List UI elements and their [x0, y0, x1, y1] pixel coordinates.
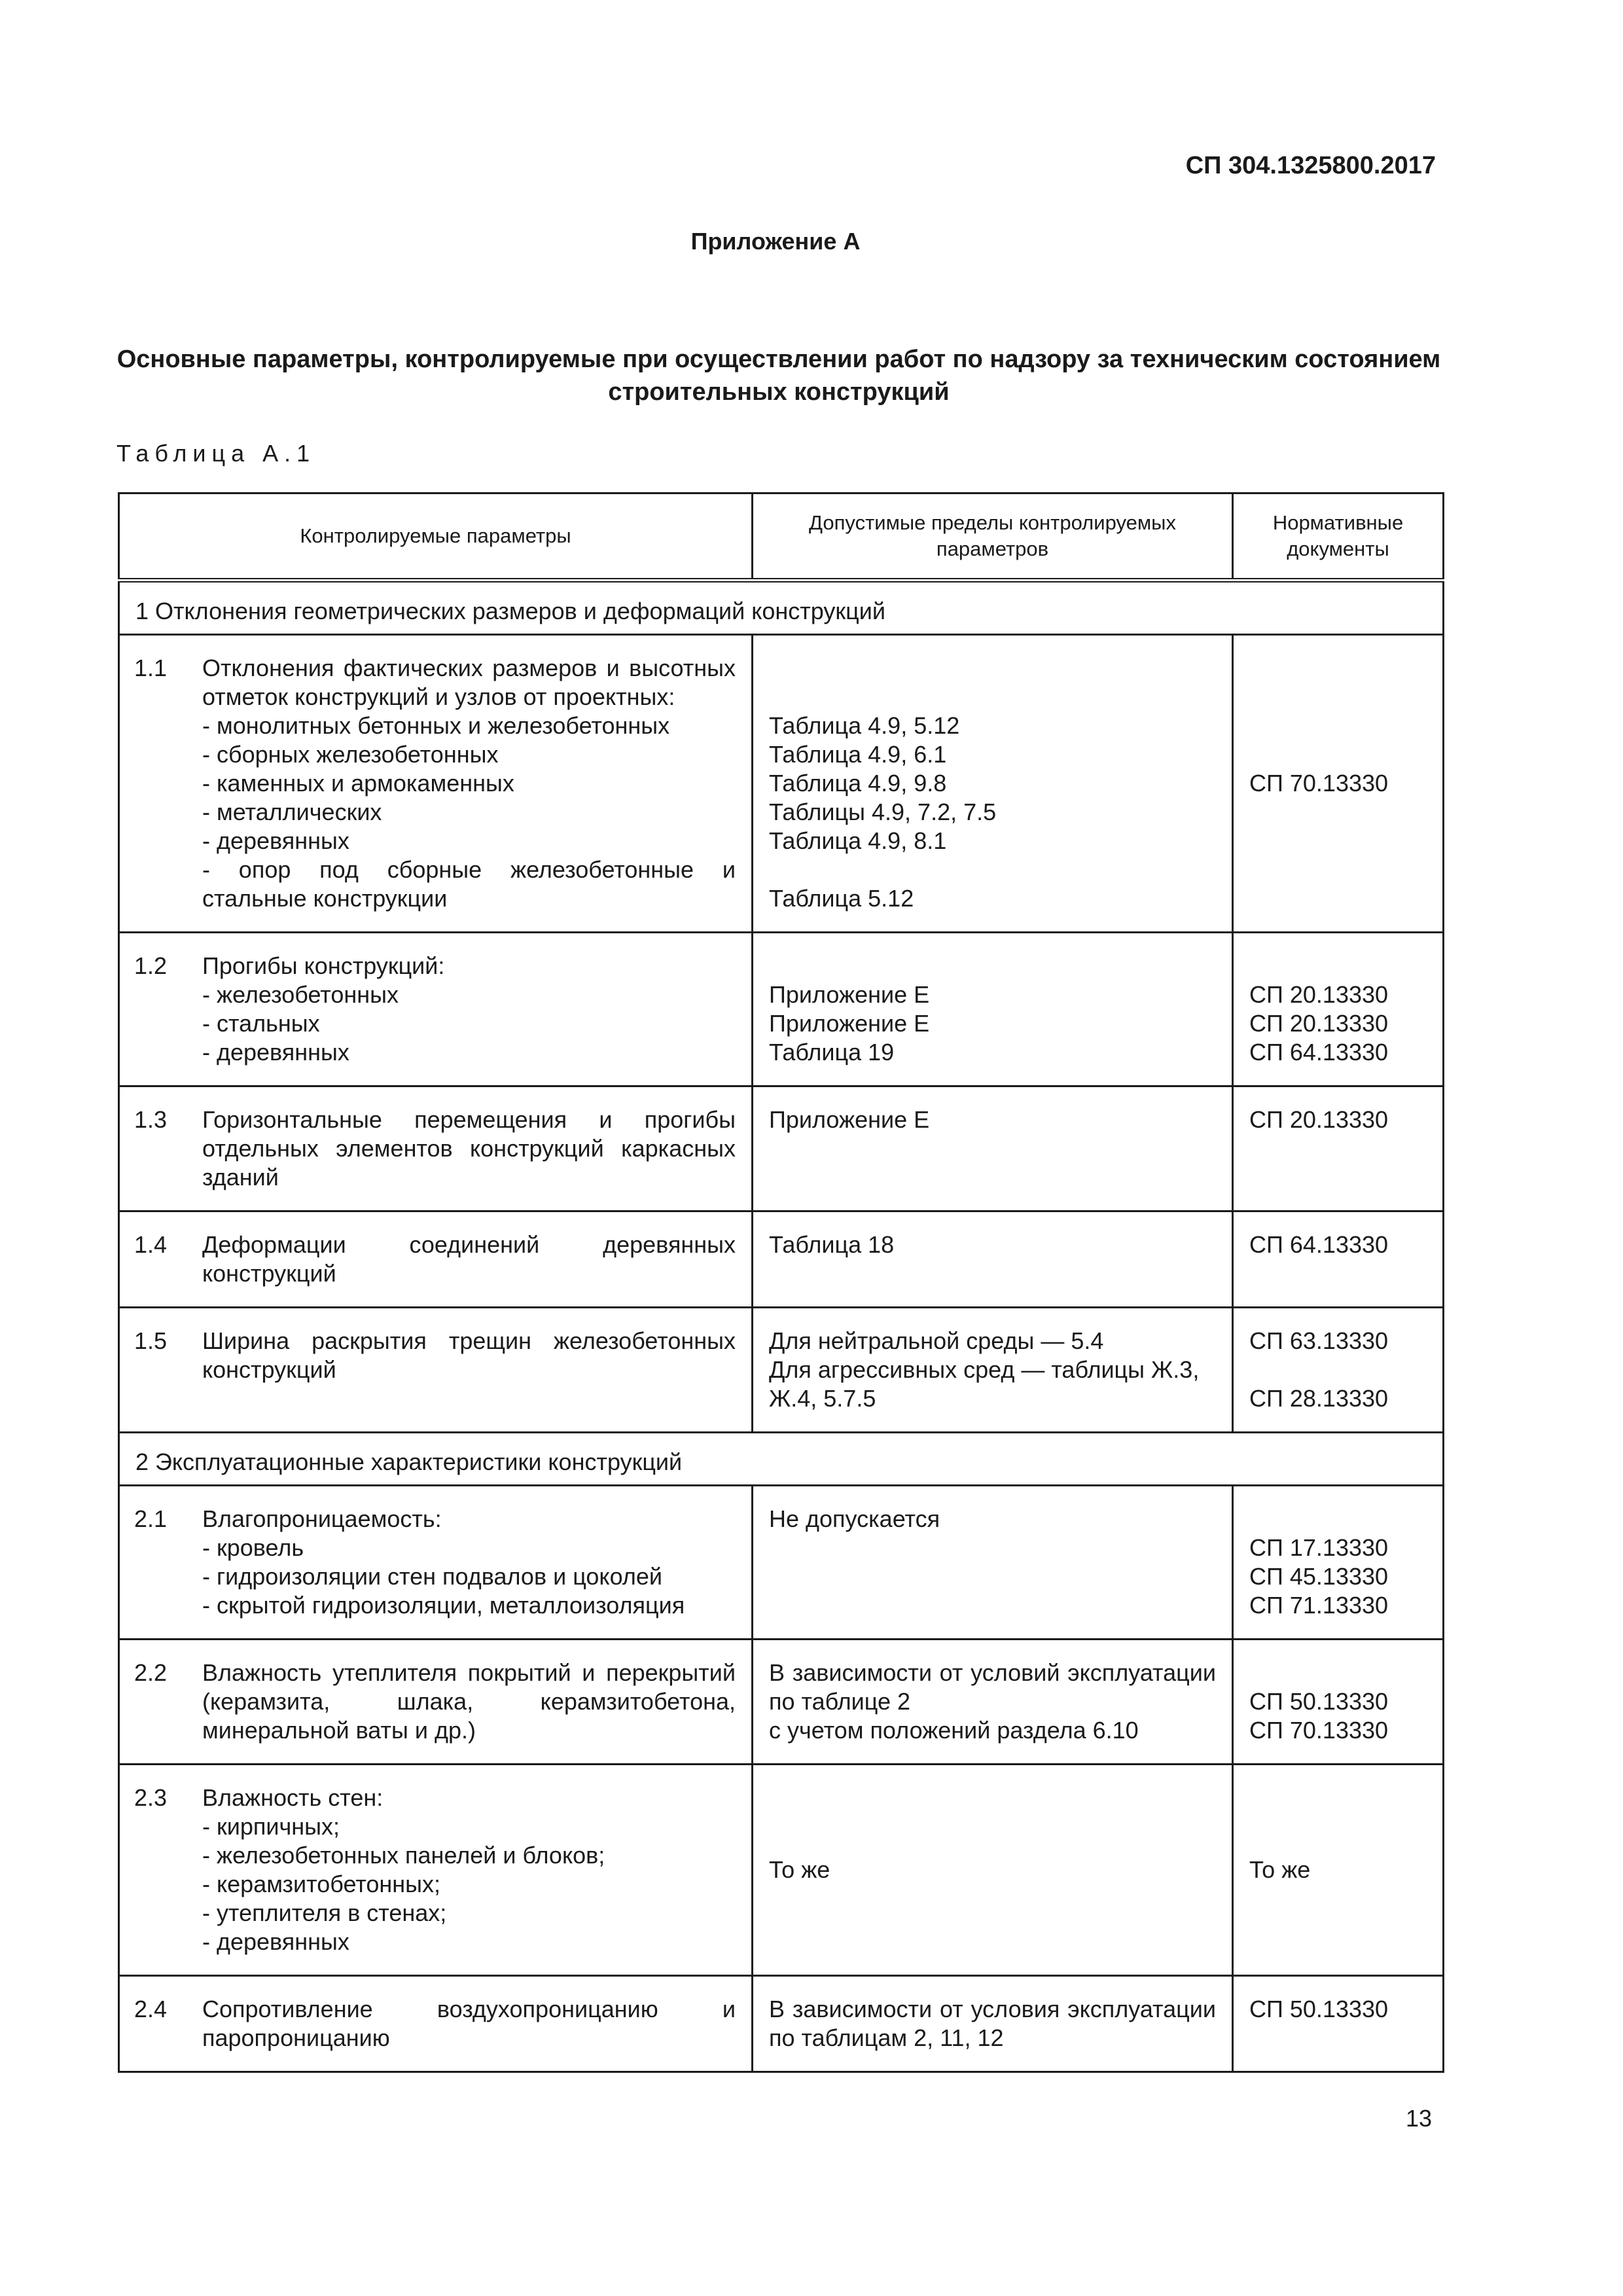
parameter-text: Деформации соединений деревянных конструкций — [202, 1231, 736, 1287]
document-line: СП 28.13330 — [1249, 1385, 1389, 1412]
limit-line: Приложение Е — [769, 981, 930, 1008]
column-header-limits: Допустимые пределы контролируемых параметров — [753, 493, 1233, 581]
limits-cell — [753, 1486, 1233, 1640]
parameter-cell — [119, 1765, 753, 1976]
section-title: 1 Отклонения геометрических размеров и деформаций конструкций — [119, 581, 1444, 635]
parameter-text: Ширина раскрытия трещин железобетонных конструкций — [202, 1327, 736, 1383]
row-number: 1.5 — [134, 1327, 168, 1354]
limit-line: Таблица 5.12 — [769, 885, 914, 912]
section-title: 2 Эксплуатационные характеристики конструкций — [119, 1433, 1444, 1486]
document-line — [1249, 1355, 1427, 1384]
parameter-item: - деревянных — [202, 1039, 349, 1066]
document-line: То же — [1249, 1856, 1311, 1883]
document-code: СП 304.1325800.2017 — [1185, 152, 1436, 179]
document-line: СП 70.13330 — [1249, 770, 1389, 797]
parameter-text: Влажность утеплителя покрытий и перекрытий (керамзита, шлака, керамзитобетона, минеральной ваты и др.) — [202, 1659, 736, 1744]
column-header-parameters: Контролируемые параметры — [119, 493, 753, 581]
parameter-text: Горизонтальные перемещения и прогибы отдельных элементов конструкций каркасных зданий — [202, 1106, 736, 1191]
limit-line: Таблица 4.9, 6.1 — [769, 741, 947, 768]
limits-cell — [753, 1308, 1233, 1433]
documents-cell — [1233, 1486, 1444, 1640]
documents-cell — [1233, 1086, 1444, 1211]
parameter-item: - гидроизоляции стен подвалов и цоколей — [202, 1563, 662, 1590]
parameter-item: - каменных и армокаменных — [202, 770, 514, 797]
document-line: СП 20.13330 — [1249, 981, 1389, 1008]
row-number: 2.3 — [134, 1784, 168, 1811]
table-header-row — [119, 493, 1444, 581]
parameter-item: - кирпичных; — [202, 1813, 340, 1840]
document-line — [1249, 1659, 1427, 1687]
parameter-cell — [119, 1086, 753, 1211]
table-row — [119, 1086, 1444, 1211]
limit-line: Для агрессивных сред — таблицы Ж.3, Ж.4, 5.7.5 — [769, 1356, 1200, 1412]
parameter-cell — [119, 1486, 753, 1640]
parameter-item: - скрытой гидроизоляции, металлоизоляция — [202, 1592, 685, 1619]
parameter-item: - сборных железобетонных — [202, 741, 499, 768]
limit-line — [769, 855, 1216, 884]
parameter-cell — [119, 635, 753, 933]
limit-line: с учетом положений раздела 6.10 — [769, 1717, 1139, 1744]
row-number: 1.3 — [134, 1106, 168, 1133]
document-line: СП 20.13330 — [1249, 1010, 1389, 1037]
limit-line: Таблица 19 — [769, 1039, 895, 1066]
limits-cell — [753, 1640, 1233, 1765]
parameter-item: - монолитных бетонных и железобетонных — [202, 712, 670, 739]
documents-cell — [1233, 1308, 1444, 1433]
column-header-documents: Нормативные документы — [1233, 493, 1444, 581]
table-row — [119, 1640, 1444, 1765]
row-number: 2.4 — [134, 1996, 168, 2022]
table-row — [119, 1976, 1444, 2072]
parameter-item: - керамзитобетонных; — [202, 1871, 441, 1897]
document-line: СП 63.13330 — [1249, 1327, 1389, 1354]
documents-cell — [1233, 933, 1444, 1086]
limit-line: Таблица 18 — [769, 1231, 895, 1258]
document-line — [1249, 952, 1427, 980]
parameter-item: - опор под сборные железобетонные и стальные конструкции — [202, 856, 736, 912]
document-line: СП 71.13330 — [1249, 1592, 1389, 1619]
document-line: СП 70.13330 — [1249, 1717, 1389, 1744]
limit-line: В зависимости от условия эксплуатации по таблицам 2, 11, 12 — [769, 1996, 1216, 2051]
limits-cell — [753, 1765, 1233, 1976]
section-row — [119, 1433, 1444, 1486]
parameter-text: Сопротивление воздухопроницанию и паропроницанию — [202, 1996, 736, 2051]
document-line: СП 50.13330 — [1249, 1996, 1389, 2022]
row-number: 2.1 — [134, 1505, 168, 1532]
page-number: 13 — [1405, 2105, 1432, 2132]
parameter-item: - кровель — [202, 1534, 304, 1561]
parameter-item: - металлических — [202, 798, 382, 825]
table-row — [119, 635, 1444, 933]
limits-cell — [753, 1976, 1233, 2072]
row-number: 1.2 — [134, 952, 168, 979]
table-row — [119, 1486, 1444, 1640]
limits-cell — [753, 1211, 1233, 1308]
parameter-text: Влажность стен: — [202, 1784, 383, 1811]
document-line: СП 17.13330 — [1249, 1534, 1389, 1561]
parameter-cell — [119, 1308, 753, 1433]
limit-line: Приложение Е — [769, 1010, 930, 1037]
parameter-text: Прогибы конструкций: — [202, 952, 445, 979]
parameter-cell — [119, 933, 753, 1086]
limit-line: Таблица 4.9, 5.12 — [769, 712, 960, 739]
limit-line: Таблица 4.9, 8.1 — [769, 827, 947, 854]
limit-line: То же — [769, 1856, 830, 1883]
parameter-item: - железобетонных панелей и блоков; — [202, 1842, 605, 1869]
page-title: Основные параметры, контролируемые при осуществлении работ по надзору за техническим состоянием строительных конструкций — [116, 346, 1441, 406]
documents-cell — [1233, 1211, 1444, 1308]
limit-line — [769, 952, 1216, 980]
table-row — [119, 933, 1444, 1086]
document-line: СП 45.13330 — [1249, 1563, 1389, 1590]
limit-line: Приложение Е — [769, 1106, 930, 1133]
limits-cell — [753, 1086, 1233, 1211]
limit-line: Таблица 4.9, 9.8 — [769, 770, 947, 797]
limit-line: В зависимости от условий эксплуатации по таблице 2 — [769, 1659, 1216, 1715]
document-line: СП 50.13330 — [1249, 1688, 1389, 1715]
section-row — [119, 581, 1444, 635]
row-number: 2.2 — [134, 1659, 168, 1686]
parameter-item: - деревянных — [202, 827, 349, 854]
document-line — [1249, 1505, 1427, 1534]
limit-line: Не допускается — [769, 1505, 940, 1532]
documents-cell — [1233, 635, 1444, 933]
row-number: 1.1 — [134, 655, 168, 681]
limits-cell — [753, 933, 1233, 1086]
documents-cell — [1233, 1976, 1444, 2072]
parameter-item: - утеплителя в стенах; — [202, 1899, 447, 1926]
document-line: СП 64.13330 — [1249, 1231, 1389, 1258]
parameter-item: - деревянных — [202, 1928, 349, 1955]
limit-line — [769, 654, 1216, 683]
parameter-cell — [119, 1640, 753, 1765]
row-number: 1.4 — [134, 1231, 168, 1258]
parameter-cell — [119, 1211, 753, 1308]
document-line: СП 20.13330 — [1249, 1106, 1389, 1133]
parameter-item: - стальных — [202, 1010, 320, 1037]
table-row — [119, 1211, 1444, 1308]
table-row — [119, 1308, 1444, 1433]
limit-line — [769, 683, 1216, 711]
documents-cell — [1233, 1765, 1444, 1976]
appendix-heading: Приложение А — [690, 228, 861, 255]
parameters-table — [118, 492, 1444, 2073]
parameter-text: Влагопроницаемость: — [202, 1505, 442, 1532]
parameter-item: - железобетонных — [202, 981, 399, 1008]
limits-cell — [753, 635, 1233, 933]
parameter-cell — [119, 1976, 753, 2072]
limit-line: Для нейтральной среды — 5.4 — [769, 1327, 1104, 1354]
document-line: СП 64.13330 — [1249, 1039, 1389, 1066]
table-row — [119, 1765, 1444, 1976]
limit-line: Таблицы 4.9, 7.2, 7.5 — [769, 798, 997, 825]
parameter-text: Отклонения фактических размеров и высотных отметок конструкций и узлов от проектных: — [202, 655, 736, 710]
table-caption: Таблица А.1 — [116, 440, 316, 467]
documents-cell — [1233, 1640, 1444, 1765]
